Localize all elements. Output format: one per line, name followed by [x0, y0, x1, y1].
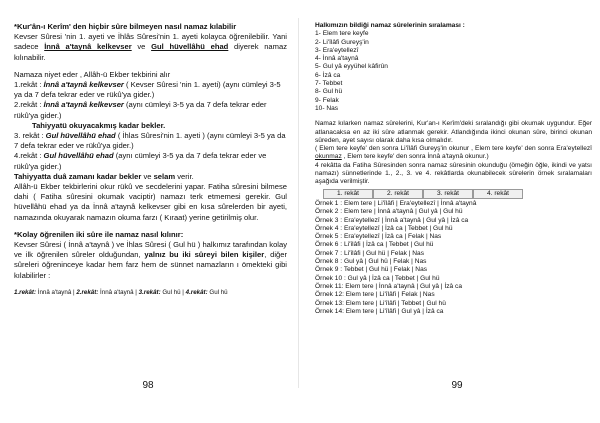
example-row: Örnek 4 : Era'eytellezî | İzâ ca | Tebbet | Gul hü [315, 224, 453, 232]
header-rekat-1: 1. rekât [323, 189, 373, 199]
example-row: Örnek 5 : Era'eytellezî | İzâ ca | Felak | Nas [315, 233, 442, 241]
sunnah-paragraph: 4 rekâtta da Fatiha Sûresinden sonra namaz sûresinin okunduğu (ömeğin öğle, ikindi ve yatsı namazı) sünnetlerinde 1., 2., 3. ve 4. rekâtlarda okunabilecek sûrelerin örnek sıralamaları aşağıda verilmiştir. [315, 161, 592, 186]
right-page [305, 0, 600, 423]
rekat-3: 3. rekât : Gul hüvellâhü ehad ( İhlas Sûresi'nin 1. ayeti ) (aynı cümleyi 3-5 ya da 7 defa tekrar eder ve rükû'ya gider.) [14, 131, 286, 151]
list-item: 3- Era'eytellezî [315, 46, 359, 54]
left-title: *Kur'ân-ı Kerîm' den hiçbir sûre bilmeyen nasıl namaz kılabilir [14, 22, 237, 31]
example-row: Örnek 12: Elem tere | Li'îlâfi | Felak | Nas [315, 291, 435, 299]
section-title-2: *Kolay öğrenilen iki sûre ile namaz nasıl kılınır: [14, 229, 184, 239]
example-row: Örnek 9 : Tebbet | Gul hü | Felak | Nas [315, 266, 428, 274]
left-page [0, 0, 295, 423]
example-row: Örnek 11: Elem tere | İnnâ a'taynâ | Gul yâ | İzâ ca [315, 282, 463, 290]
rekat-summary: 1.rekât: İnnâ a'taynâ | 2.rekât: İnnâ a'taynâ | 3.rekât: Gul hü | 4.rekât: Gul hü [14, 288, 228, 296]
example-list [315, 200, 592, 316]
tahiyyat-note-1: Tahiyyatü okuyacakmış kadar bekler. [32, 120, 166, 130]
rekat-table-header [323, 189, 523, 199]
page-gutter [298, 18, 299, 388]
list-item: 8- Gul hü [315, 88, 343, 96]
two-sura-paragraph: Kevser Sûresi ( İnnâ a'taynâ ) ve İhlas Sûresi ( Gul hü ) halkımız tarafından kolay ve ilk öğrenilen sûreler olduğundan, yalnız bu iki sûreyi bilen kişiler, diğer sûreleri öğreninceye kadar hem farz hem de sünnet namazların ı ömekteki gibi kılabilirler : [14, 240, 287, 280]
example-row: Örnek 7 : Li'îlâfi | Gul hü | Felak | Nas [315, 249, 425, 257]
list-item: 5- Gul yâ eyyühel kâfirûn [315, 63, 388, 71]
rekat-1: 1.rekât : İnnâ a'taynâ kelkevser ( Kevser Sûresi 'nin 1. ayeti) (aynı cümleyi 3-5 ya da 7 defa tekrar eder ve rükû'ya gider.) [14, 80, 281, 100]
list-title: Halkımızın bildiği namaz sûrelerinin sıralaması : [315, 22, 465, 29]
list-item: 9- Felak [315, 96, 339, 104]
intro-paragraph: Kevser Sûresi 'nin 1. ayeti ve İhlâs Sûresi'nin 1. ayeti kolayca öğrenilebilir. Yani sadece İnnâ a'taynâ kelkevser ve Gul hüvellâhü ehad diyerek namaz kılınabilir. [14, 32, 287, 62]
example-row: Örnek 10 : Gul yâ | İzâ ca | Tebbet | Gul hü [315, 274, 440, 282]
niyet-line: Namaza niyet eder , Allâh-ü Ekber tekbirini alır [14, 69, 171, 79]
sura-list [315, 30, 592, 113]
list-item: 1- Elem tere keyfe [315, 30, 369, 38]
example-row: Örnek 8 : Gul yâ | Gul hü | Felak | Nas [315, 258, 427, 266]
list-item: 7- Tebbet [315, 80, 343, 88]
example-row: Örnek 2 : Elem tere | İnnâ a'taynâ | Gul yâ | Gul hü [315, 208, 463, 216]
list-item: 6- İzâ ca [315, 71, 341, 79]
rekat-4: 4.rekât : Gul hüvellâhü ehad (aynı cümleyi 3-5 ya da 7 defa tekrar eder ve rükû'ya gider.) [14, 151, 267, 171]
example-row: Örnek 6 : Li'îlâfi | İzâ ca | Tebbet | Gul hü [315, 241, 434, 249]
tahiyyat-note-2: Tahiyyatta duâ zamanı kadar bekler ve selam verir. [14, 171, 194, 181]
example-row: Örnek 13: Elem tere | Li'îlâfi | Tebbet | Gul hü [315, 299, 446, 307]
header-rekat-4: 4. rekât [473, 189, 523, 199]
list-item: 2- Li'îlâfi Gureyş'in [315, 38, 369, 46]
explanation-paragraph: Allâh-ü Ekber tekbirlerini okur rükû ve secdelerini yapar. Fatiha sûresini bilmese dahi ( Fatiha sûresini okumak vaciptir) namazı terk etmemesi gerekir. Gul hüvellâhü ehad ya da İnnâ a'taynâ kelkevser gibi en kısa sûrelerden bir ayeti, namazında okuyarak namazın okuma farzı ( Kıraat) yerine getirilmiş olur. [14, 182, 287, 222]
example-row: Örnek 3 : Era'eytellezî | İnnâ a'taynâ | Gul yâ | İzâ ca [315, 216, 469, 224]
example-row: Örnek 1 : Elem tere | Li'îlâfi | Era'eytellezî | İnnâ a'taynâ [315, 199, 477, 207]
example-row: Örnek 14: Elem tere | Li'îlâfi | Gul yâ | İzâ ca [315, 307, 444, 315]
list-item: 4- İnnâ a'taynâ [315, 55, 359, 63]
order-paragraph: Namaz kılarken namaz sûrelerini, Kur'an-ı Kerîm'deki sıralandığı gibi okumak uygundur. Eğer atlanacaksa en az iki sûre atlanmak gerekir. Atlandığında ikinci okunan sûre, birinci okunan sûreden, ayet sayısı olarak daha kısa olmalıdır. [315, 120, 592, 144]
rekat-2: 2.rekât : İnnâ a'taynâ kelkevser (aynı cümleyi 3-5 ya da 7 defa tekrar eder rükû'ya gider.) [14, 100, 267, 120]
list-item: 10- Nas [315, 104, 339, 112]
page-number-left: 98 [142, 380, 154, 391]
order-example: ( Elem tere keyfe' den sonra Li'îlâfi Gureyş'in okunur , Elem tere keyfe' den sonra Era'eytellezî okunmaz , Elem tere keyfe' den sonra İnnâ a'taynâ okunur.) [315, 145, 592, 161]
page-number-right: 99 [451, 380, 463, 391]
header-rekat-2: 2. rekât [373, 189, 423, 199]
header-rekat-3: 3. rekât [423, 189, 473, 199]
